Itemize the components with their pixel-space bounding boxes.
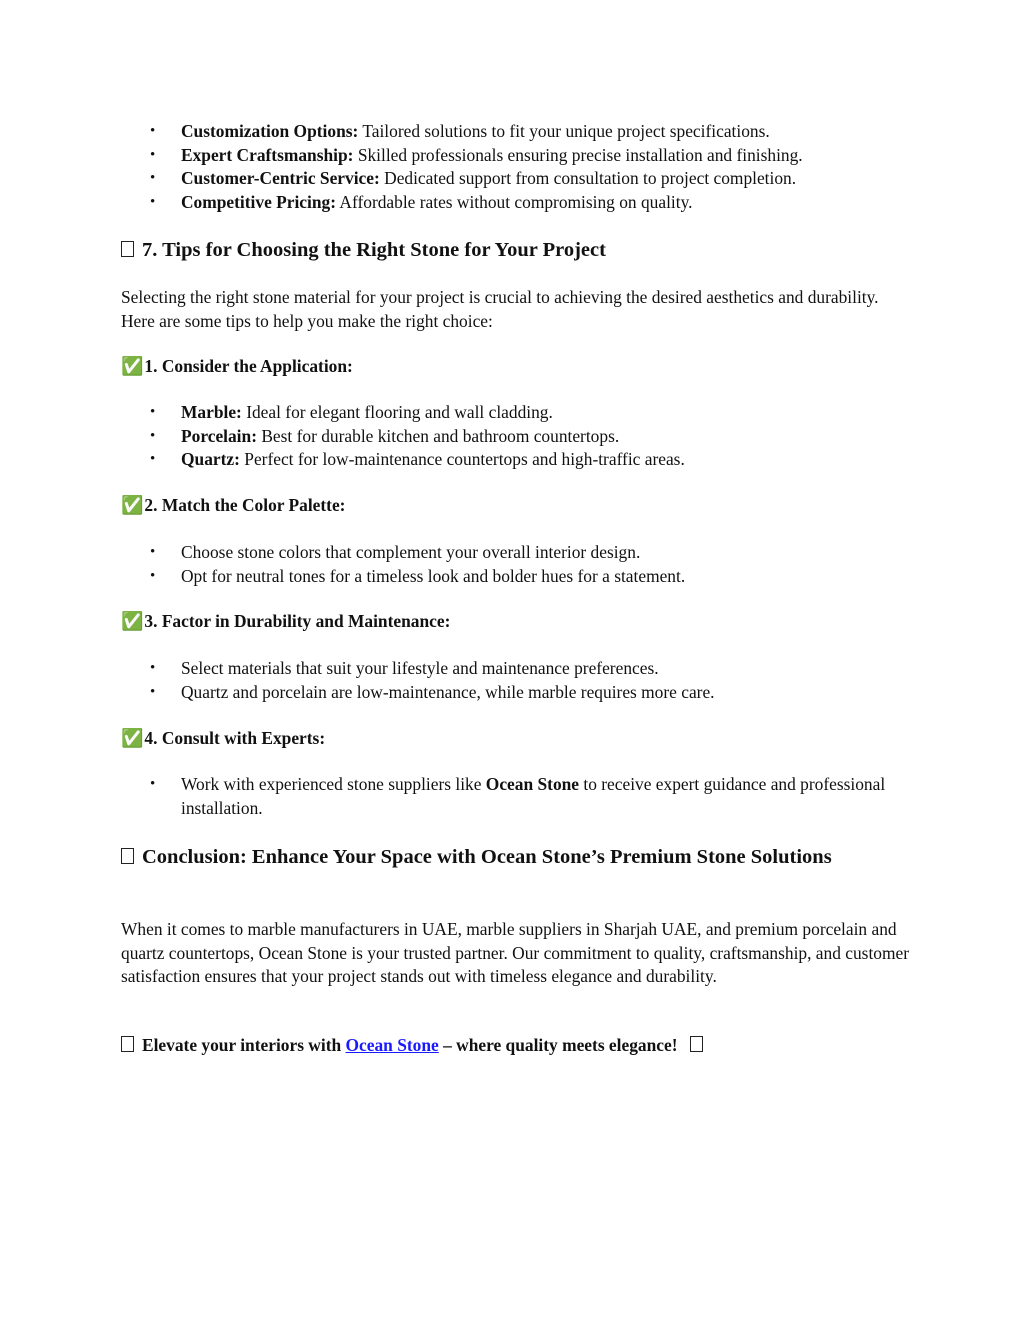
conclusion-body: When it comes to marble manufacturers in UAE, marble suppliers in Sharjah UAE, and premium porcelain and quartz countertops, Ocean Stone is your trusted partner. Our commitment to quality, craftsmanship, and customer satisfaction ensures that your project stands out with timeless elegance and durability. xyxy=(121,919,910,986)
list-item: • Porcelain: Best for durable kitchen and bathroom countertops. xyxy=(121,425,911,449)
list-item: • Marble: Ideal for elegant flooring and wall cladding. xyxy=(121,401,911,425)
tip-list xyxy=(121,773,911,820)
tip-heading: ✅3. Factor in Durability and Maintenance: xyxy=(121,611,451,632)
list-item: • Customization Options: Tailored solutions to fit your unique project specifications. xyxy=(121,120,911,144)
list-item: • Work with experienced stone suppliers like Ocean Stone to receive expert guidance and professional installation. xyxy=(121,773,911,820)
missing-glyph-icon xyxy=(690,1036,703,1052)
list-item: • Choose stone colors that complement your overall interior design. xyxy=(121,541,911,565)
check-mark-icon: ✅ xyxy=(121,728,144,749)
list-item: • Quartz and porcelain are low-maintenance, while marble requires more care. xyxy=(121,681,911,705)
check-mark-icon: ✅ xyxy=(121,495,144,516)
tip-list xyxy=(121,401,911,472)
conclusion-heading: Conclusion: Enhance Your Space with Ocean Stone’s Premium Stone Solutions xyxy=(121,844,841,870)
missing-glyph-icon xyxy=(121,1036,134,1052)
list-item: • Expert Craftsmanship: Skilled professionals ensuring precise installation and finishing. xyxy=(121,144,911,168)
tip-list xyxy=(121,657,911,704)
tip-list xyxy=(121,541,911,588)
tip-heading: ✅2. Match the Color Palette: xyxy=(121,495,346,516)
check-mark-icon: ✅ xyxy=(121,356,144,377)
ocean-stone-link[interactable]: Ocean Stone xyxy=(345,1035,439,1055)
missing-glyph-icon xyxy=(121,241,134,257)
check-mark-icon: ✅ xyxy=(121,611,144,632)
features-list xyxy=(121,120,911,214)
list-item: • Opt for neutral tones for a timeless look and bolder hues for a statement. xyxy=(121,565,911,589)
list-item: • Quartz: Perfect for low-maintenance countertops and high-traffic areas. xyxy=(121,448,911,472)
list-item: • Customer-Centric Service: Dedicated support from consultation to project completion. xyxy=(121,167,911,191)
tip-heading: ✅4. Consult with Experts: xyxy=(121,728,326,749)
missing-glyph-icon xyxy=(121,848,134,864)
section-heading: 7. Tips for Choosing the Right Stone for Your Project xyxy=(121,237,606,263)
list-item: • Select materials that suit your lifestyle and maintenance preferences. xyxy=(121,657,911,681)
section-intro: Selecting the right stone material for your project is crucial to achieving the desired aesthetics and durability. Here are some tips to help you make the right choice: xyxy=(121,287,879,331)
list-item: • Competitive Pricing: Affordable rates without compromising on quality. xyxy=(121,191,911,215)
call-to-action: Elevate your interiors with Ocean Stone – where quality meets elegance! xyxy=(121,1034,711,1057)
tip-heading: ✅1. Consider the Application: xyxy=(121,356,353,377)
